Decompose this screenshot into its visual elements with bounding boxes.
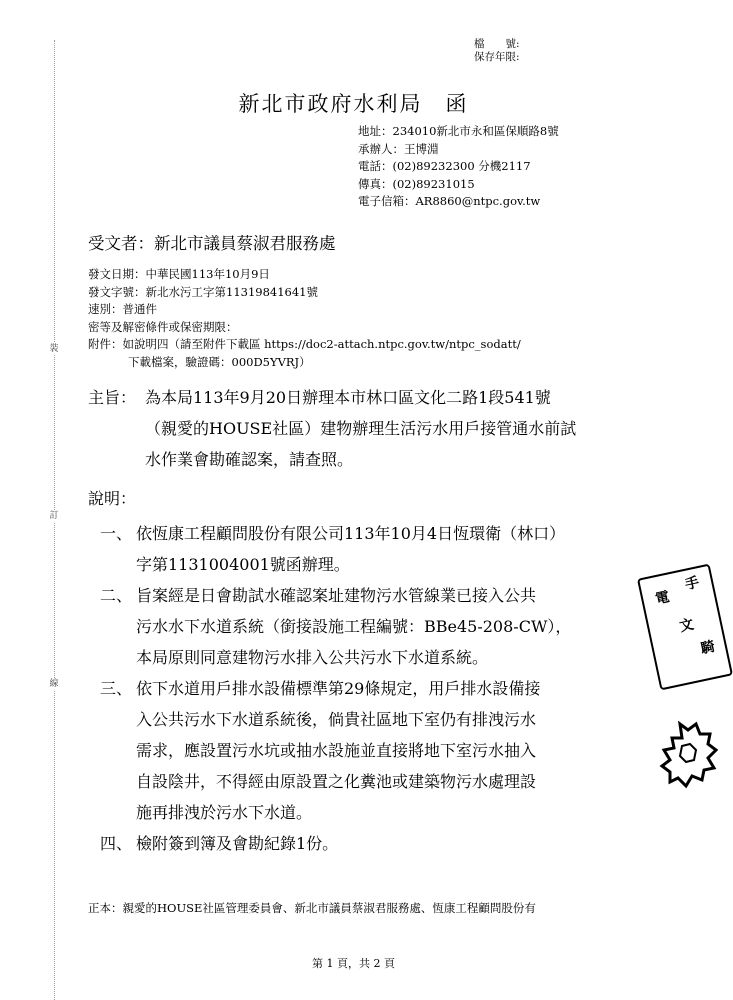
retention-label: 保存年限: (474, 51, 520, 63)
subject-line: 水作業會勘確認案，請查照。 (145, 450, 354, 469)
stamp-char: 電 (652, 588, 671, 606)
item-line: 依恆康工程顧問股份有限公司113年10月4日恆環衛（林口） (136, 524, 566, 543)
subject-line: （親愛的HOUSE社區）建物辦理生活污水用戶接管通水前試 (145, 419, 577, 438)
item-line: 需求，應設置污水坑或抽水設施並直接將地下室污水抽入 (136, 741, 537, 760)
item-line: 字第1131004001號函辦理。 (136, 555, 350, 574)
explanation-item (100, 673, 571, 828)
item-number: 二、 (100, 586, 133, 605)
contact-block (358, 123, 559, 211)
carbon-copy: 正本：親愛的HOUSE社區管理委員會、新北市議員蔡淑君服務處、恆康工程顧問股份有 (88, 901, 536, 915)
explanation-items (100, 518, 571, 859)
speed-class: 速別：普通件 (88, 302, 157, 316)
item-line: 入公共污水下水道系統後，倘貴社區地下室仍有排洩污水 (136, 710, 537, 729)
item-line: 自設陰井，不得經由原設置之化糞池或建築物污水處理設 (136, 772, 537, 791)
subject-block (88, 382, 576, 475)
gear-seal-icon (660, 720, 720, 800)
attachment-line: 附件：如說明四（請至附件下載區 https://doc2-attach.ntpc.gov.tw/ntpc_sodatt/ (88, 337, 521, 351)
attachment-line-2: 下載檔案，驗證碼：000D5YVRJ） (128, 354, 311, 369)
official-seal-stamp (637, 564, 733, 691)
address: 地址：234010新北市永和區保順路8號 (358, 124, 559, 138)
document-number: 發文字號：新北水污工字第11319841641號 (88, 284, 318, 299)
item-line: 檢附簽到簿及會勘紀錄1份。 (136, 834, 339, 853)
meta-block (88, 266, 521, 371)
explanation-item (100, 580, 571, 673)
stamp-char: 騎 (697, 638, 716, 656)
item-number: 四、 (100, 834, 133, 853)
item-number: 一、 (100, 524, 133, 543)
document-title: 新北市政府水利局 函 (238, 92, 469, 116)
explanation-item (100, 828, 571, 859)
binding-char-ding: 訂 (49, 511, 59, 521)
item-number: 三、 (100, 679, 133, 698)
issue-date: 發文日期：中華民國113年10月9日 (88, 267, 270, 281)
file-number-label: 檔 號: (474, 38, 520, 50)
stamp-char: 文 (676, 616, 695, 634)
handler: 承辦人：王博淵 (358, 141, 439, 156)
item-line: 旨案經是日會勘試水確認案址建物污水管線業已接入公共 (136, 586, 537, 605)
filing-box (474, 38, 520, 64)
phone: 電話：(02)89232300 分機2117 (358, 159, 531, 173)
fax: 傳真：(02)89231015 (358, 176, 475, 191)
explanation-label: 說明： (88, 489, 137, 508)
page-number: 第 1 頁，共 2 頁 (312, 957, 395, 970)
binding-char-zhuang: 裝 (49, 344, 59, 354)
item-line: 施再排洩於污水下水道。 (136, 803, 313, 822)
item-line: 本局原則同意建物污水排入公共污水下水道系統。 (136, 648, 489, 667)
item-line: 污水水下水道系統（銜接設施工程編號：BBe45-208-CW）， (136, 617, 572, 636)
recipient: 受文者：新北市議員蔡淑君服務處 (88, 234, 336, 253)
binding-char-xian: 線 (49, 679, 59, 689)
stamp-char: 手 (681, 574, 701, 592)
subject-label: 主旨： (88, 388, 137, 407)
email: 電子信箱：AR8860@ntpc.gov.tw (358, 194, 541, 208)
explanation-item (100, 518, 571, 580)
item-line: 依下水道用戶排水設備標準第29條規定，用戶排水設備接 (136, 679, 541, 698)
security-class: 密等及解密條件或保密期限： (88, 319, 238, 334)
subject-line: 為本局113年9月20日辦理本市林口區文化二路1段541號 (145, 388, 551, 407)
